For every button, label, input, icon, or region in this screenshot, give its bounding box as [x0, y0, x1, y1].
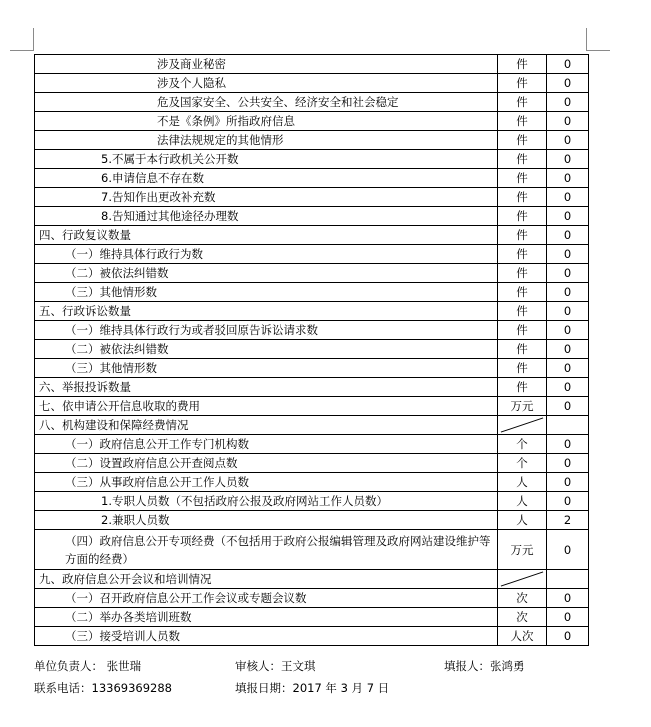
row-value: 0 — [547, 378, 589, 397]
row-label: 九、政府信息公开会议和培训情况 — [35, 570, 498, 589]
row-value: 0 — [547, 207, 589, 226]
table-row — [35, 245, 589, 264]
row-label: （三）从事政府信息公开工作人员数 — [35, 473, 498, 492]
row-unit: 件 — [498, 169, 547, 188]
row-label: 不是《条例》所指政府信息 — [35, 112, 498, 131]
row-unit: 次 — [498, 589, 547, 608]
footer-responsible: 单位负责人： 张世瑞 — [34, 659, 142, 673]
row-value: 0 — [547, 131, 589, 150]
table-row — [35, 321, 589, 340]
statistics-table-body — [35, 55, 589, 646]
row-label: （二）设置政府信息公开查阅点数 — [35, 454, 498, 473]
table-row — [35, 435, 589, 454]
table-row — [35, 416, 589, 435]
table-row — [35, 302, 589, 321]
row-unit: 次 — [498, 608, 547, 627]
row-unit: 件 — [498, 340, 547, 359]
row-value: 0 — [547, 245, 589, 264]
table-row — [35, 207, 589, 226]
footer-phone: 联系电话：13369369288 — [34, 681, 172, 695]
crop-mark-left-h — [10, 50, 34, 51]
row-unit: 件 — [498, 264, 547, 283]
row-value: 0 — [547, 473, 589, 492]
row-value: 0 — [547, 55, 589, 74]
table-row — [35, 359, 589, 378]
row-label: 五、行政诉讼数量 — [35, 302, 498, 321]
row-value: 0 — [547, 397, 589, 416]
row-unit: 个 — [498, 435, 547, 454]
row-label: （二）被依法纠错数 — [35, 340, 498, 359]
row-label: 涉及商业秘密 — [35, 55, 498, 74]
diagonal-line — [498, 570, 546, 588]
table-row — [35, 492, 589, 511]
row-unit: 件 — [498, 283, 547, 302]
row-label: （二）举办各类培训班数 — [35, 608, 498, 627]
row-value: 0 — [547, 589, 589, 608]
row-label: （三）接受培训人员数 — [35, 627, 498, 646]
row-value-empty — [547, 416, 589, 435]
row-unit: 件 — [498, 359, 547, 378]
row-value: 0 — [547, 321, 589, 340]
row-unit-diagonal — [498, 416, 547, 435]
row-label: 8.告知通过其他途径办理数 — [35, 207, 498, 226]
row-unit: 件 — [498, 131, 547, 150]
row-unit: 件 — [498, 207, 547, 226]
row-unit: 万元 — [498, 397, 547, 416]
row-label: 八、机构建设和保障经费情况 — [35, 416, 498, 435]
row-unit: 件 — [498, 74, 547, 93]
table-row — [35, 55, 589, 74]
row-value-empty — [547, 570, 589, 589]
table-row — [35, 131, 589, 150]
row-label: 四、行政复议数量 — [35, 226, 498, 245]
row-value: 0 — [547, 340, 589, 359]
footer-date: 填报日期：2017 年 3 月 7 日 — [235, 681, 390, 695]
row-label: （一）政府信息公开工作专门机构数 — [35, 435, 498, 454]
row-unit: 件 — [498, 150, 547, 169]
row-label: （三）其他情形数 — [35, 283, 498, 302]
row-unit: 件 — [498, 226, 547, 245]
row-label: 法律法规规定的其他情形 — [35, 131, 498, 150]
row-value: 0 — [547, 93, 589, 112]
table-row — [35, 378, 589, 397]
table-row — [35, 511, 589, 530]
row-unit: 人 — [498, 473, 547, 492]
row-label: 七、依申请公开信息收取的费用 — [35, 397, 498, 416]
table-row — [35, 570, 589, 589]
row-value: 0 — [547, 608, 589, 627]
row-unit: 件 — [498, 188, 547, 207]
table-row — [35, 608, 589, 627]
row-unit: 件 — [498, 112, 547, 131]
row-unit: 件 — [498, 245, 547, 264]
row-unit: 件 — [498, 55, 547, 74]
row-value: 2 — [547, 511, 589, 530]
row-label: （一）召开政府信息公开工作会议或专题会议数 — [35, 589, 498, 608]
statistics-table — [34, 54, 589, 646]
row-value: 0 — [547, 530, 589, 570]
row-label: （四）政府信息公开专项经费（不包括用于政府公报编辑管理及政府网站建设维护等方面的经费） — [35, 530, 498, 570]
table-row — [35, 530, 589, 570]
row-value: 0 — [547, 188, 589, 207]
table-row — [35, 150, 589, 169]
row-unit: 人 — [498, 492, 547, 511]
table-row — [35, 340, 589, 359]
row-value: 0 — [547, 264, 589, 283]
table-row — [35, 74, 589, 93]
row-value: 0 — [547, 435, 589, 454]
row-value: 0 — [547, 359, 589, 378]
row-label: 1.专职人员数（不包括政府公报及政府网站工作人员数） — [35, 492, 498, 511]
table-row — [35, 264, 589, 283]
row-value: 0 — [547, 283, 589, 302]
row-unit: 件 — [498, 378, 547, 397]
row-unit: 件 — [498, 302, 547, 321]
row-unit: 件 — [498, 93, 547, 112]
row-unit: 个 — [498, 454, 547, 473]
row-unit-diagonal — [498, 570, 547, 589]
row-value: 0 — [547, 627, 589, 646]
table-row — [35, 112, 589, 131]
row-unit: 件 — [498, 321, 547, 340]
footer-filler: 填报人：张鸿勇 — [444, 659, 525, 673]
row-value: 0 — [547, 226, 589, 245]
row-value: 0 — [547, 169, 589, 188]
table-row — [35, 627, 589, 646]
row-label: （一）维持具体行政行为数 — [35, 245, 498, 264]
table-row — [35, 169, 589, 188]
row-label: 2.兼职人员数 — [35, 511, 498, 530]
row-label: （一）维持具体行政行为或者驳回原告诉讼请求数 — [35, 321, 498, 340]
row-unit: 人 — [498, 511, 547, 530]
row-label: 涉及个人隐私 — [35, 74, 498, 93]
row-value: 0 — [547, 74, 589, 93]
crop-mark-right-h — [586, 50, 610, 51]
row-label: （三）其他情形数 — [35, 359, 498, 378]
row-value: 0 — [547, 492, 589, 511]
row-value: 0 — [547, 112, 589, 131]
table-row — [35, 397, 589, 416]
table-row — [35, 454, 589, 473]
table-row — [35, 226, 589, 245]
table-row — [35, 589, 589, 608]
table-row — [35, 188, 589, 207]
row-unit: 人次 — [498, 627, 547, 646]
table-row — [35, 93, 589, 112]
row-label: 6.申请信息不存在数 — [35, 169, 498, 188]
row-value: 0 — [547, 454, 589, 473]
footer-reviewer: 审核人：王文琪 — [235, 659, 316, 673]
row-unit: 万元 — [498, 530, 547, 570]
row-value: 0 — [547, 150, 589, 169]
row-value: 0 — [547, 302, 589, 321]
diagonal-line — [498, 416, 546, 434]
row-label: （二）被依法纠错数 — [35, 264, 498, 283]
row-label: 危及国家安全、公共安全、经济安全和社会稳定 — [35, 93, 498, 112]
table-row — [35, 473, 589, 492]
row-label: 六、举报投诉数量 — [35, 378, 498, 397]
row-label: 7.告知作出更改补充数 — [35, 188, 498, 207]
row-label: 5.不属于本行政机关公开数 — [35, 150, 498, 169]
crop-mark-left-v — [33, 28, 34, 51]
crop-mark-right-v — [586, 28, 587, 51]
table-row — [35, 283, 589, 302]
